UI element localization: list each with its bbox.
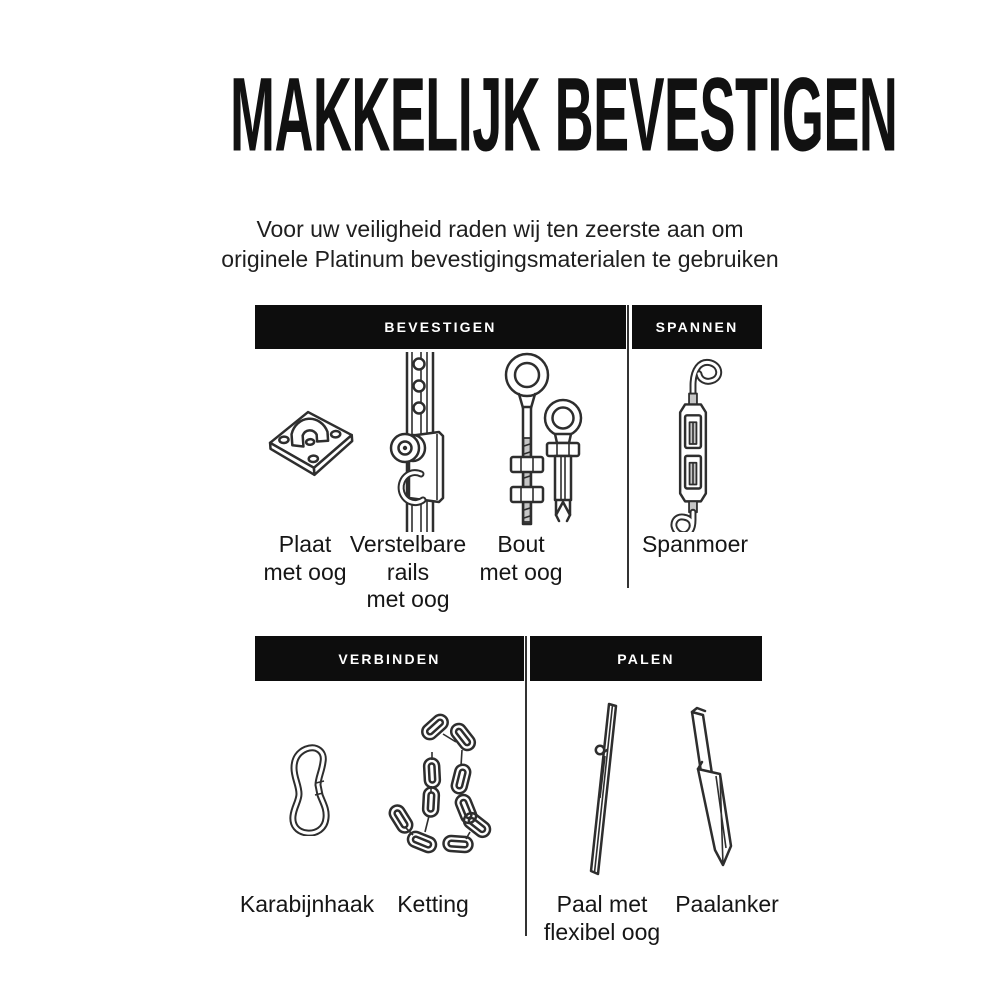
page-title: MAKKELIJK BEVESTIGEN [230,56,898,174]
section-header-verbinden: VERBINDEN [255,636,524,681]
chain-icon [380,708,492,858]
subtitle-line-2: originele Platinum bevestigingsmaterialen te gebruiken [221,246,779,272]
section-header-bevestigen: BEVESTIGEN [255,305,626,349]
turnbuckle-icon [648,354,738,532]
page-subtitle [0,214,1000,274]
item-label-plaat-met-oog: Plaat met oog [263,531,347,585]
item-label-spanmoer: Spanmoer [641,531,749,557]
section-header-palen: PALEN [530,636,762,681]
section-header-spannen: SPANNEN [632,305,762,349]
pole-anchor-icon [682,706,737,878]
adjustable-rail-icon [385,352,460,532]
pad-eye-plate-icon [262,388,358,484]
item-label-verstelbare-rails: Verstelbare rails met oog [349,531,467,612]
carabiner-icon [283,741,333,836]
subtitle-line-1: Voor uw veiligheid raden wij ten zeerste aan om [256,216,744,242]
divider-verbinden-palen [525,636,527,936]
item-label-bout-met-oog: Bout met oog [479,531,563,585]
header-row-bottom [255,636,762,681]
item-label-ketting: Ketting [397,891,469,917]
eye-bolt-icon [495,352,595,532]
header-row-top [255,305,762,349]
item-label-karabijnhaak: Karabijnhaak [239,891,375,917]
item-label-paal-met-flexibel-oog: Paal met flexibel oog [543,891,661,945]
pole-with-flexible-eye-icon [585,702,625,880]
item-label-paalanker: Paalanker [675,891,779,917]
